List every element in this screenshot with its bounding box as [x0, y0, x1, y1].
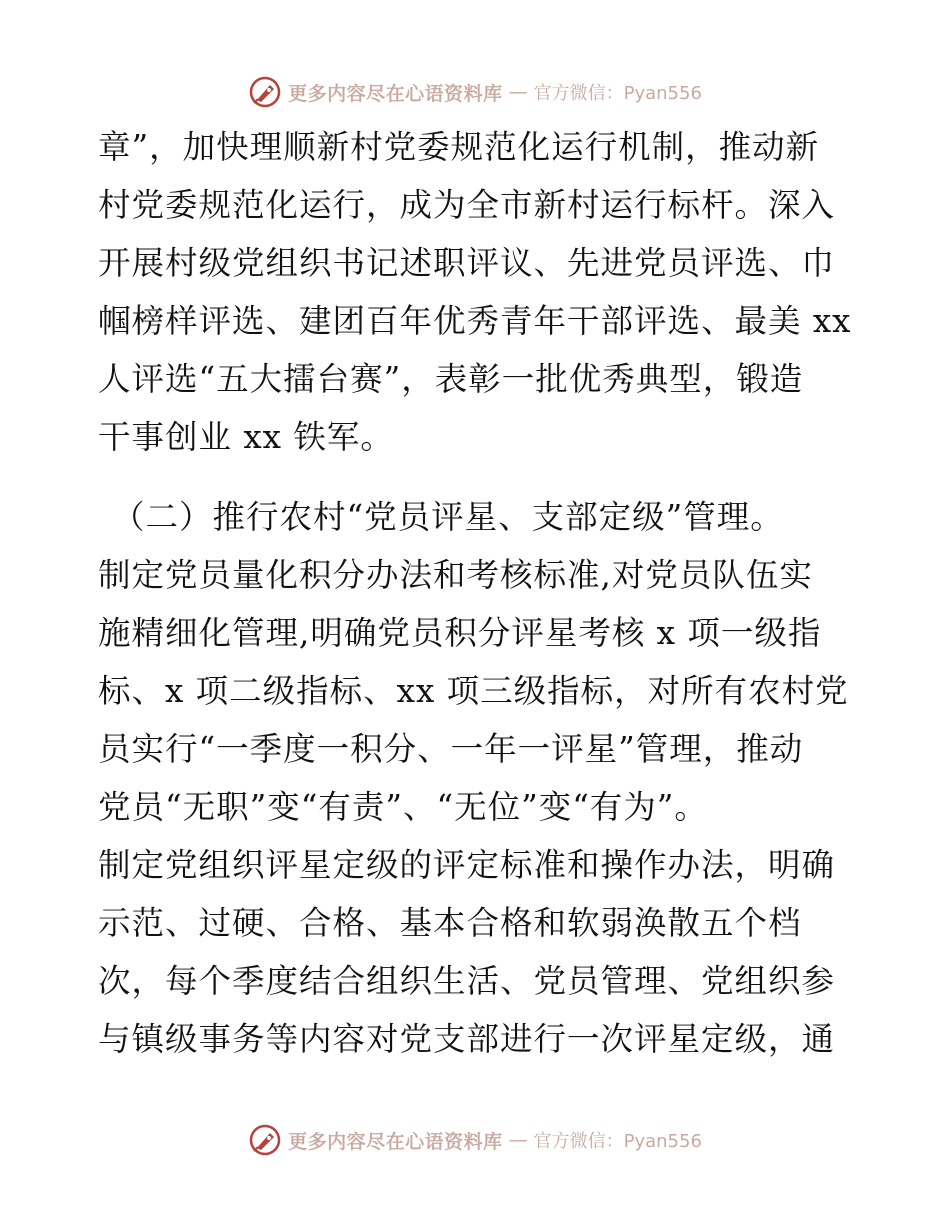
watermark-separator: — [508, 81, 528, 103]
text-line: 员实行“一季度一积分、一年一评星”管理，推动 [98, 730, 804, 768]
watermark-site-text: 更多内容尽在心语资料库 [288, 1130, 503, 1153]
text-line: 人评选“五大擂台赛”，表彰一批优秀典型，锻造 [98, 360, 804, 398]
text-line: 标、x 项二级指标、xx 项三级指标，对所有农村党 [98, 672, 849, 710]
pen-nib-seal-icon [248, 1123, 282, 1157]
text-line: 施精细化管理,明确党员积分评星考核 x 项一级指 [98, 614, 822, 652]
text-line: 村党委规范化运行，成为全市新村运行标杆。深入 [98, 186, 836, 224]
document-body [98, 118, 858, 1068]
pen-nib-seal-icon [248, 75, 282, 109]
text-line: 与镇级事务等内容对党支部进行一次评星定级，通 [98, 1020, 836, 1058]
paragraph-1 [98, 118, 858, 466]
section-heading: （二）推行农村“党员评星、支部定级”管理。 [112, 498, 784, 536]
text-line: 党员“无职”变“有责”、“无位”变“有为”。 [98, 788, 708, 826]
text-line: 章”，加快理顺新村党委规范化运行机制，推动新 [98, 128, 820, 166]
watermark-separator: — [508, 1129, 528, 1151]
text-line: 开展村级党组织书记述职评议、先进党员评选、巾 [98, 244, 836, 282]
text-line: 制定党组织评星定级的评定标准和操作办法，明确 [98, 846, 836, 884]
text-line: 次，每个季度结合组织生活、党员管理、党组织参 [98, 962, 836, 1000]
watermark-wechat-text: 官方微信：Pyan556 [533, 83, 702, 104]
text-line: 干事创业 xx 铁军。 [98, 418, 394, 456]
text-line: 示范、过硬、合格、基本合格和软弱涣散五个档 [98, 904, 802, 942]
header-watermark [0, 72, 950, 112]
watermark-wechat-text: 官方微信：Pyan556 [533, 1131, 702, 1152]
text-line: 帼榜样评选、建团百年优秀青年干部评选、最美 xx [98, 302, 852, 340]
text-line: 制定党员量化积分办法和考核标准,对党员队伍实 [98, 556, 813, 594]
watermark-site-text: 更多内容尽在心语资料库 [288, 82, 503, 105]
footer-watermark [0, 1120, 950, 1160]
paragraph-2 [98, 488, 858, 1068]
